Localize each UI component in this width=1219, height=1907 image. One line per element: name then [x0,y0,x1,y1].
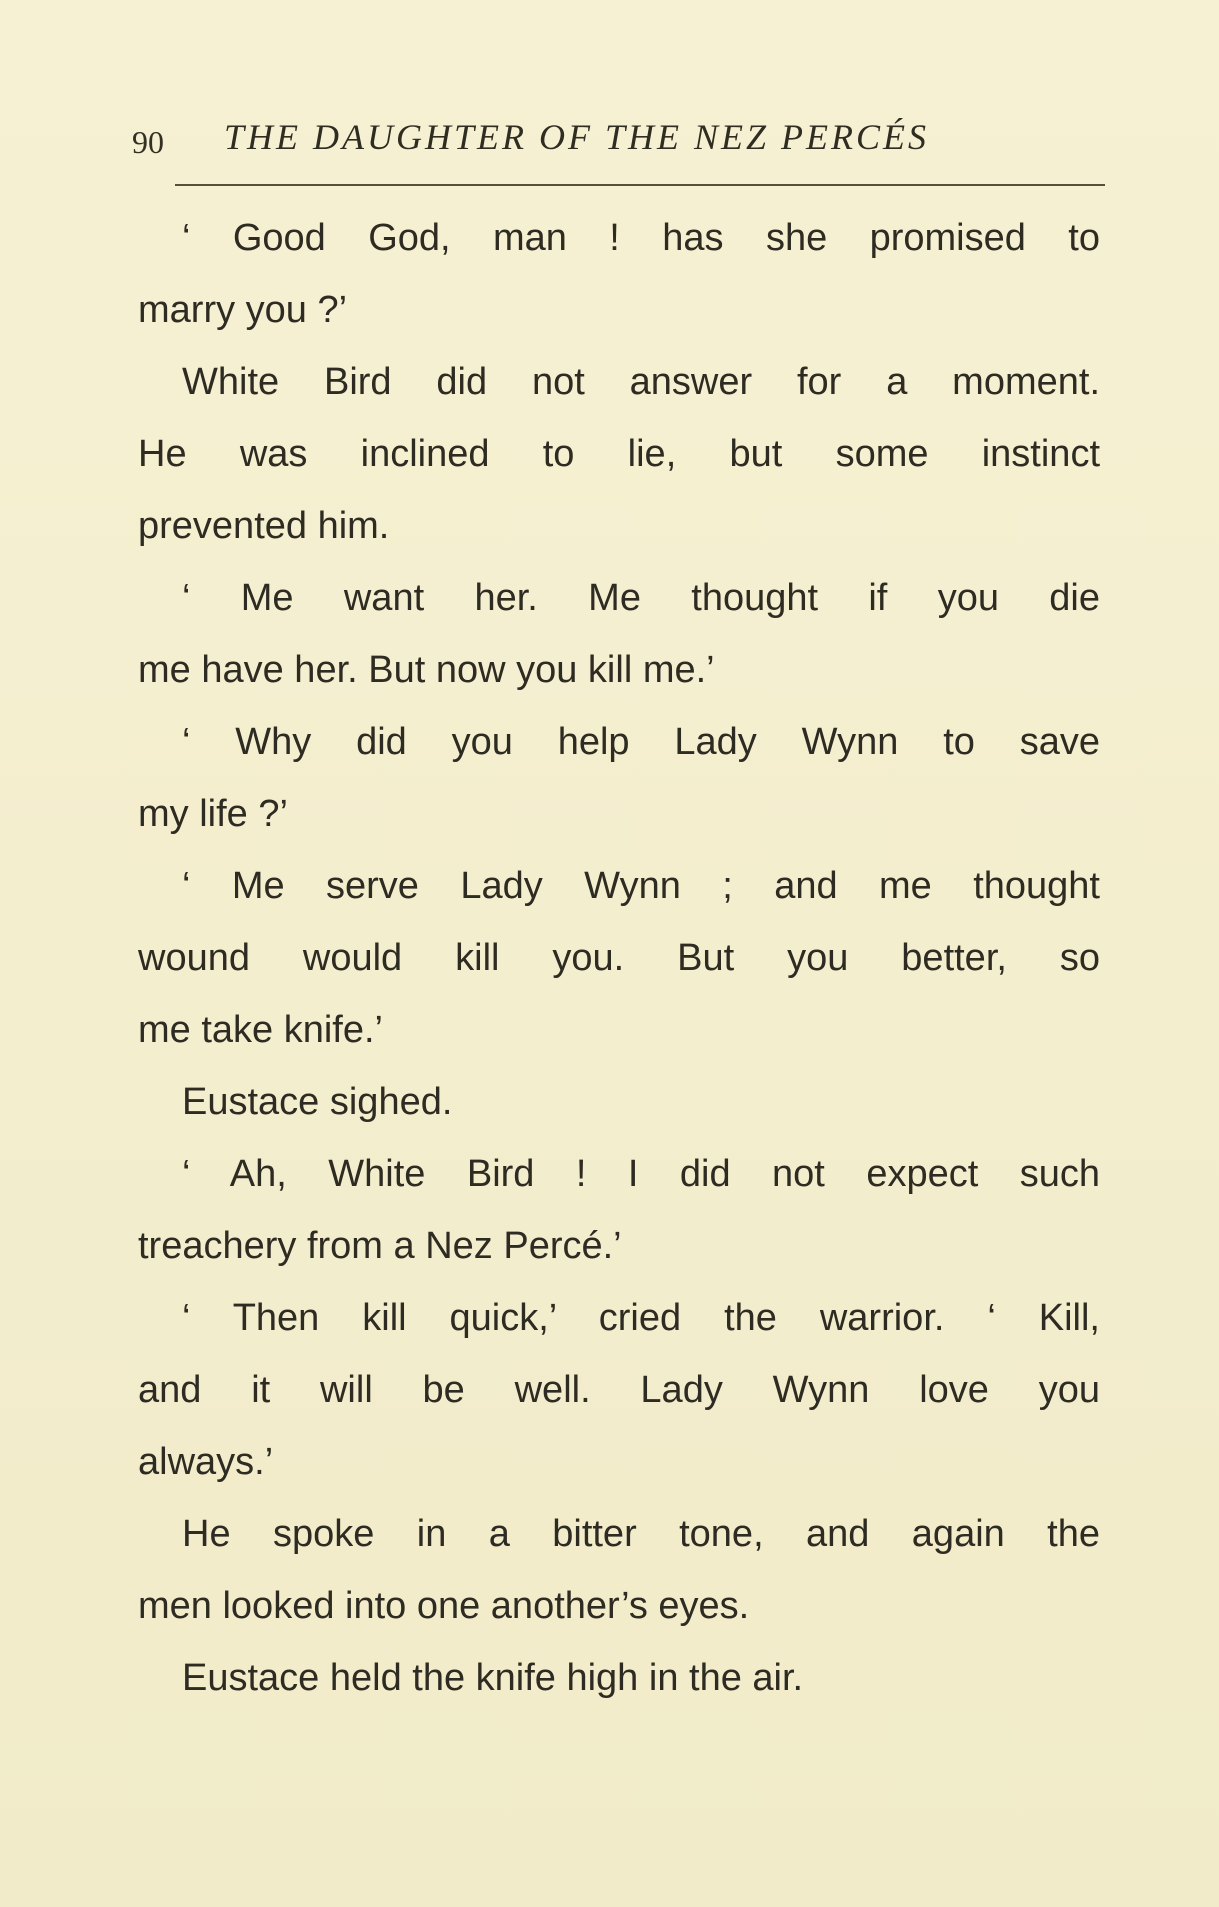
text-line: ‘ Me serve Lady Wynn ; and me thought [182,865,1100,907]
text-line: ‘ Me want her. Me thought if you die [182,577,1100,619]
text-line: ‘ Ah, White Bird ! I did not expect such [182,1153,1100,1195]
text-line: He spoke in a bitter tone, and again the [182,1513,1100,1555]
header-rule [175,184,1105,186]
text-line: my life ?’ [138,793,288,835]
text-line: White Bird did not answer for a moment. [182,361,1100,403]
text-line: Eustace held the knife high in the air. [182,1657,804,1699]
body-text [138,202,1100,1714]
running-title: THE DAUGHTER OF THE NEZ PERCÉS [224,117,929,157]
text-line: ‘ Why did you help Lady Wynn to save [182,721,1100,763]
text-line: ‘ Good God, man ! has she promised to [182,217,1100,259]
text-line: me take knife.’ [138,1009,383,1051]
text-line: prevented him. [138,505,390,547]
text-line: me have her. But now you kill me.’ [138,649,715,691]
text-line: marry you ?’ [138,289,348,331]
page-number: 90 [132,124,164,160]
text-line: He was inclined to lie, but some instinct [138,433,1100,475]
text-line: wound would kill you. But you better, so [138,937,1100,979]
text-line: men looked into one another’s eyes. [138,1585,750,1627]
text-line: ‘ Then kill quick,’ cried the warrior. ‘ Kill, [182,1297,1100,1339]
text-line: Eustace sighed. [182,1081,453,1123]
text-line: and it will be well. Lady Wynn love you [138,1369,1100,1411]
text-line: treachery from a Nez Percé.’ [138,1225,622,1267]
page-header [132,112,1092,182]
text-line: always.’ [138,1441,274,1483]
